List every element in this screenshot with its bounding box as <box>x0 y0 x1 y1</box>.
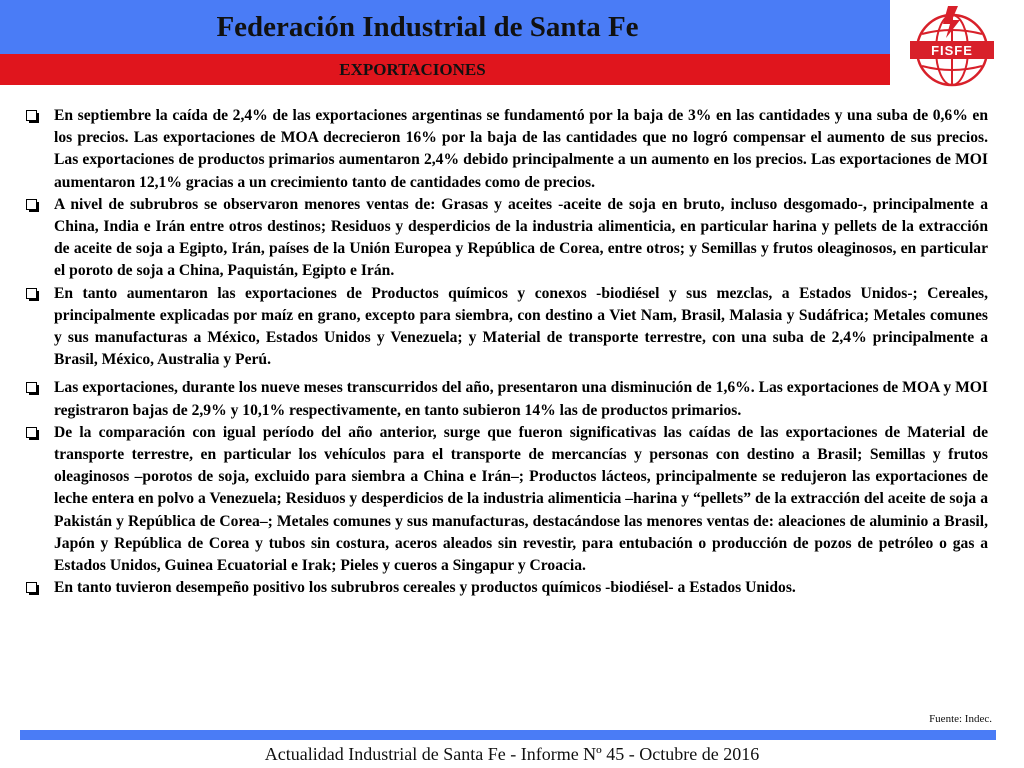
bullet-text: En septiembre la caída de 2,4% de las exportaciones argentinas se fundamentó por la baja de 3% en las cantidades y una suba de 0,6% en los precios. Las exportaciones de MOA decrecieron 16% por la baja de las cantidades que no logró compensar el aumento de sus precios. Las exportaciones de productos primarios aumentaron 2,4% debido principalmente a un aumento en los precios. Las exportaciones de MOI aumentaron 12,1% gracias a un crecimiento tanto de cantidades como de precios. <box>54 107 988 191</box>
content-body <box>24 105 988 599</box>
bullet-text: De la comparación con igual período del año anterior, surge que fueron significativas las caídas de las exportaciones de Material de transporte terrestre, en particular los vehículos para el transporte de mercancías y personas con destino a Brasil; Semillas y frutos oleaginosos –porotos de soja, excluido para siembra a China e Irán–; Productos lácteos, principalmente se redujeron las exportaciones de leche entera en polvo a Venezuela; Residuos y desperdicios de la industria alimenticia –harina y “pellets” de la extracción del aceite de soja a Pakistán y República de Corea–; Metales comunes y sus manufacturas, destacándose las menores ventas de: aleaciones de aluminio a Brasil, Japón y República de Corea y tubos sin costura, aceros aleados sin revestir, para entubación o producción de pozos de petróleo o gas a Estados Unidos, Guinea Ecuatorial e Irak; Pieles y cueros a Singapur y Croacia. <box>54 423 988 575</box>
checkbox-bullet-icon <box>26 288 39 301</box>
fisfe-logo <box>902 4 1002 88</box>
bullet-text: En tanto aumentaron las exportaciones de Productos químicos y conexos -biodiésel y sus mezclas, a Estados Unidos-; Cereales, principalmente explicadas por maíz en grano, excepto para siembra, con destino a Viet Nam, Brasil, Malasia y Sudáfrica; Metales comunes y sus manufacturas a México, Estados Unidos y Venezuela; y Material de transporte terrestre, con una suba de 2,4% principalmente a Brasil, México, Australia y Perú. <box>54 284 988 369</box>
bullet-item <box>24 377 988 421</box>
bullet-list <box>24 105 988 599</box>
footer-text: Actualidad Industrial de Santa Fe - Informe Nº 45 - Octubre de 2016 <box>264 744 760 764</box>
bullet-text: A nivel de subrubros se observaron menores ventas de: Grasas y aceites -aceite de soja en bruto, incluso desgomado-, principalmente a China, India e Irán entre otros destinos; Residuos y desperdicios de la industria alimenticia, en particular harina y pellets de la extracción de aceite de soja a Egipto, Irán, países de la Unión Europea y República de Corea, entre otros; y Semillas y frutos oleaginosos, en particular el poroto de soja a China, Paquistán, Egipto e Irán. <box>54 195 988 280</box>
logo-text: FISFE <box>931 43 973 58</box>
source-note: Fuente: Indec. <box>929 713 992 725</box>
section-subtitle: EXPORTACIONES <box>339 59 486 79</box>
header-band-blue <box>0 0 890 54</box>
bullet-text: Las exportaciones, durante los nueve meses transcurridos del año, presentaron una disminución de 1,6%. Las exportaciones de MOA y MOI registraron bajas de 2,9% y 10,1% respectivamente, en tanto subieron 14% las de productos primarios. <box>54 379 988 419</box>
header-band-red <box>0 54 890 85</box>
bullet-item <box>24 194 988 283</box>
checkbox-bullet-icon <box>26 110 39 123</box>
bullet-item <box>24 422 988 577</box>
checkbox-bullet-icon <box>26 427 39 440</box>
bullet-item <box>24 283 988 372</box>
footer-bar <box>20 730 996 740</box>
page-title: Federación Industrial de Santa Fe <box>216 10 639 43</box>
checkbox-bullet-icon <box>26 582 39 595</box>
bullet-item <box>24 577 988 599</box>
checkbox-bullet-icon <box>26 199 39 212</box>
bullet-text: En tanto tuvieron desempeño positivo los subrubros cereales y productos químicos -biodiésel- a Estados Unidos. <box>54 579 796 597</box>
bullet-item <box>24 105 988 194</box>
checkbox-bullet-icon <box>26 382 39 395</box>
